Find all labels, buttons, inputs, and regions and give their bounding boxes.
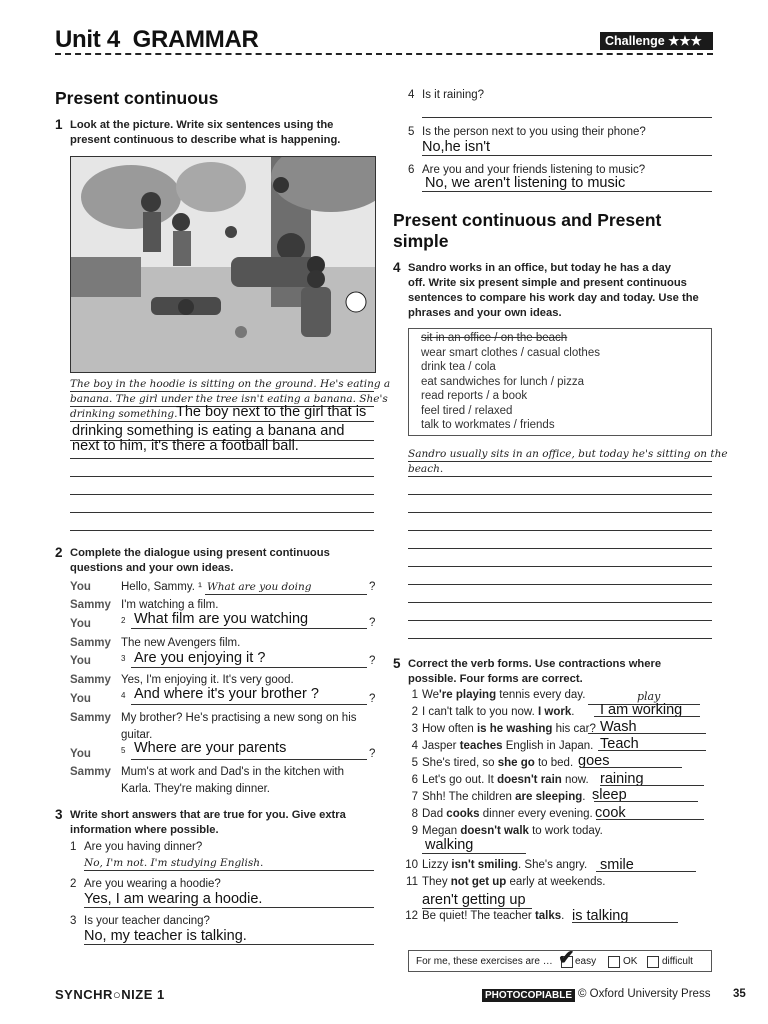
phrase-item: wear smart clothes / casual clothes <box>421 347 600 359</box>
question-text: Is your teacher dancing? <box>84 915 210 927</box>
sentence-text <box>422 910 564 922</box>
question-text: Is the person next to you using their phone? <box>422 126 646 138</box>
sentence-text <box>422 723 596 735</box>
answer-line <box>596 819 704 820</box>
instruction-line: information where possible. <box>70 824 219 836</box>
unit-label: Unit 4 <box>55 26 120 53</box>
feedback-option-difficult: difficult <box>662 956 693 967</box>
photocopiable-badge: PHOTOCOPIABLE <box>482 989 575 1002</box>
answer-line <box>600 785 704 786</box>
exercise-5-number: 5 <box>393 656 401 671</box>
sentence-post: . <box>561 910 565 922</box>
dialogue-text: Karla. They're making dinner. <box>121 783 271 795</box>
verb-form: isn't smiling <box>451 859 519 871</box>
sentence-pre: Dad <box>422 808 447 820</box>
sentence-pre: How often <box>422 723 477 735</box>
speaker-sammy: Sammy <box>70 599 111 611</box>
speaker-sammy: Sammy <box>70 674 111 686</box>
item-number: 8 <box>411 808 418 820</box>
short-answer-2[interactable]: Yes, I am wearing a hoodie. <box>84 891 263 907</box>
sentence-pre: Let's go out. It <box>422 774 498 786</box>
exercise-1-answer-l1[interactable]: The boy next to the girl that is <box>176 404 367 420</box>
correction-answer[interactable]: walking <box>425 837 474 853</box>
park-scene-image <box>71 157 375 372</box>
question-mark: ? <box>369 748 376 760</box>
sentence-text <box>422 859 587 871</box>
instruction-line: Write short answers that are true for you. Give extra <box>70 809 346 821</box>
instruction-line: Correct the verb forms. Use contractions where <box>408 658 662 670</box>
sentence-text <box>422 825 603 837</box>
feedback-option-ok: OK <box>623 956 638 967</box>
item-number: 5 <box>408 126 415 138</box>
instruction-line: Sandro works in an office, but today he has a day <box>408 262 671 274</box>
feedback-prompt: For me, these exercises are … <box>416 956 553 967</box>
answer-line <box>205 594 367 595</box>
question-mark: ? <box>369 581 376 593</box>
exercise-3-number: 3 <box>55 807 63 822</box>
answer-line <box>408 602 712 603</box>
sentence-pre: Be quiet! The teacher <box>422 910 535 922</box>
answer-line <box>594 716 700 717</box>
sentence-post: . She's angry. <box>518 859 588 871</box>
correction-answer[interactable]: I am working <box>600 702 683 718</box>
verb-form: teaches <box>459 740 503 752</box>
dialogue-example: What are you doing <box>207 581 312 593</box>
sentence-pre: Lizzy <box>422 859 452 871</box>
sentence-post: dinner every evening. <box>479 808 593 820</box>
instruction-line: sentences to compare his work day and today. Use the <box>408 292 699 304</box>
question-mark: ? <box>369 617 376 629</box>
answer-line <box>408 476 712 477</box>
correction-answer[interactable]: Wash <box>600 719 637 735</box>
answer-line <box>408 638 712 639</box>
item-number: 3 <box>70 915 77 927</box>
answer-line <box>84 944 374 945</box>
phrase-item: talk to workmates / friends <box>421 419 555 431</box>
answer-line <box>70 421 374 422</box>
answer-line <box>84 907 374 908</box>
speaker-you: You <box>70 748 91 760</box>
exercise-4-example-l2: beach. <box>408 463 444 475</box>
speaker-sammy: Sammy <box>70 637 111 649</box>
item-number: 6 <box>408 164 415 176</box>
dialogue-text: The new Avengers film. <box>121 637 241 649</box>
dialogue-answer-2[interactable]: What film are you watching <box>134 611 309 627</box>
short-answer-5[interactable]: No,he isn't <box>422 139 491 155</box>
verb-form: 're playing <box>439 689 497 701</box>
short-answer-6[interactable]: No, we aren't listening to music <box>425 175 626 191</box>
section-title-pc-ps-l1: Present continuous and Present <box>393 210 662 230</box>
dialogue-text: Mum's at work and Dad's in the kitchen with <box>121 766 344 778</box>
verb-form: she go <box>497 757 535 769</box>
sentence-pre: They <box>422 876 451 888</box>
question-mark: ? <box>369 655 376 667</box>
dialogue-text: Yes, I'm enjoying it. It's very good. <box>121 674 294 686</box>
feedback-checkbox-ok[interactable] <box>608 956 620 968</box>
answer-line <box>580 767 682 768</box>
exercise-2-instruction <box>70 546 330 576</box>
sentence-pre: I can't talk to you now. <box>422 706 538 718</box>
correction-answer[interactable]: aren't getting up <box>422 892 526 908</box>
sentence-post: . <box>582 791 586 803</box>
correction-answer[interactable]: is talking <box>572 908 629 924</box>
answer-line <box>422 155 712 156</box>
answer-line <box>131 759 367 760</box>
answer-line <box>422 853 526 854</box>
exercise-1-instruction <box>70 118 340 148</box>
speaker-you: You <box>70 581 91 593</box>
exercise-1-example-l1: The boy in the hoodie is sitting on the ground. He's eating a <box>70 378 391 390</box>
section-label: GRAMMAR <box>132 26 259 53</box>
sentence-text <box>422 689 585 701</box>
phrase-item: eat sandwiches for lunch / pizza <box>421 376 585 388</box>
exercise-1-answer-l3[interactable]: next to him, it's there a football ball. <box>72 438 299 454</box>
brand-logo: SYNCHR○NIZE 1 <box>55 987 165 1002</box>
answer-line <box>70 458 374 459</box>
speaker-you: You <box>70 693 91 705</box>
phrase-item: drink tea / cola <box>421 361 496 373</box>
correction-answer: play <box>637 690 661 703</box>
item-number: 2 <box>70 878 77 890</box>
section-title-present-continuous: Present continuous <box>55 88 219 108</box>
verb-form: not get up <box>450 876 507 888</box>
checkmark-icon: ✔ <box>558 947 575 969</box>
correction-answer[interactable]: cook <box>595 805 626 821</box>
answer-line <box>594 801 698 802</box>
correction-answer[interactable]: smile <box>600 857 634 873</box>
correction-answer[interactable]: goes <box>578 753 610 769</box>
question-text: Are you and your friends listening to music? <box>422 164 646 176</box>
instruction-line: Complete the dialogue using present continuous <box>70 547 330 559</box>
exercise-1-answer-l2[interactable]: drinking something is eating a banana and <box>72 423 345 439</box>
item-number: 4 <box>411 740 418 752</box>
answer-line <box>70 476 374 477</box>
sentence-post: to work today. <box>528 825 603 837</box>
park-illustration <box>70 156 376 373</box>
feedback-option-easy: easy <box>575 956 597 967</box>
verb-form: I work <box>537 706 572 718</box>
answer-line <box>408 512 712 513</box>
phrase-item: feel tired / relaxed <box>421 405 513 417</box>
sentence-pre: We <box>422 689 440 701</box>
answer-line <box>70 512 374 513</box>
dialogue-text: Hello, Sammy. ¹ <box>121 581 202 593</box>
exercise-1-example-l2: banana. The girl under the tree isn't eating a banana. She's <box>70 393 388 405</box>
answer-line <box>422 117 712 118</box>
answer-line <box>408 530 712 531</box>
item-number: 12 <box>405 910 418 922</box>
speaker-sammy: Sammy <box>70 766 111 778</box>
answer-line <box>131 704 367 705</box>
exercise-4-instruction <box>408 261 699 321</box>
answer-line <box>598 750 706 751</box>
answer-line <box>84 870 374 871</box>
sentence-post: his car? <box>552 723 596 735</box>
sentence-post: English in Japan. <box>502 740 594 752</box>
item-number: 5 <box>121 746 126 755</box>
verb-form: is he washing <box>476 723 553 735</box>
sentence-post: now. <box>561 774 589 786</box>
instruction-line: present continuous to describe what is happening. <box>70 134 341 146</box>
exercise-5-instruction <box>408 657 661 687</box>
item-number: 5 <box>411 757 418 769</box>
sentence-text <box>422 706 574 718</box>
item-number: 2 <box>121 616 126 625</box>
instruction-line: off. Write six present simple and present continuous <box>408 277 687 289</box>
answer-line <box>596 871 696 872</box>
verb-form: talks <box>534 910 562 922</box>
unit-title <box>55 26 259 54</box>
item-number: 1 <box>70 841 77 853</box>
answer-line <box>408 584 712 585</box>
answer-line <box>70 530 374 531</box>
answer-line <box>70 494 374 495</box>
item-number: 11 <box>406 876 418 888</box>
example-answer: No, I'm not. I'm studying English. <box>84 857 264 869</box>
dialogue-text: My brother? He's practising a new song on his <box>121 712 357 724</box>
dialogue-answer-3[interactable]: Are you enjoying it ? <box>134 650 266 666</box>
exercise-4-example-l1: Sandro usually sits in an office, but today he's sitting on the <box>408 448 728 460</box>
header-divider <box>55 53 713 55</box>
answer-line <box>588 733 706 734</box>
sentence-post: tennis every day. <box>496 689 586 701</box>
publisher-credit: © Oxford University Press <box>578 988 711 1000</box>
challenge-badge: Challenge ★★★ <box>600 32 713 50</box>
exercise-2-number: 2 <box>55 545 63 560</box>
question-text: Is it raining? <box>422 89 485 101</box>
item-number: 4 <box>121 691 126 700</box>
correction-answer[interactable]: raining <box>600 771 644 787</box>
answer-line <box>572 922 678 923</box>
page-number: 35 <box>733 988 746 1000</box>
answer-line <box>408 620 712 621</box>
speaker-sammy: Sammy <box>70 712 111 724</box>
correction-answer[interactable]: sleep <box>592 787 627 803</box>
sentence-pre: Shh! The children <box>422 791 516 803</box>
item-number: 6 <box>411 774 418 786</box>
speaker-you: You <box>70 618 91 630</box>
sentence-text <box>422 757 573 769</box>
instruction-line: questions and your own ideas. <box>70 562 234 574</box>
item-number: 9 <box>411 825 418 837</box>
phrase-item: read reports / a book <box>421 390 528 402</box>
instruction-line: possible. Four forms are correct. <box>408 673 583 685</box>
answer-line <box>422 908 532 909</box>
item-number: 3 <box>411 723 418 735</box>
sentence-post: early at weekends. <box>506 876 606 888</box>
item-number: 10 <box>405 859 418 871</box>
dialogue-text: I'm watching a film. <box>121 599 219 611</box>
answer-line <box>408 548 712 549</box>
dialogue-text: guitar. <box>121 729 153 741</box>
speaker-you: You <box>70 655 91 667</box>
correction-answer[interactable]: Teach <box>600 736 639 752</box>
sentence-pre: Megan <box>422 825 461 837</box>
verb-form: doesn't rain <box>497 774 562 786</box>
sentence-text <box>422 774 589 786</box>
sentence-text <box>422 791 585 803</box>
sentence-text <box>422 876 605 888</box>
answer-line <box>408 461 712 462</box>
item-number: 2 <box>411 706 418 718</box>
instruction-line: phrases and your own ideas. <box>408 307 562 319</box>
exercise-1-example-l3: drinking something. <box>70 408 178 420</box>
phrase-item: sit in an office / on the beach <box>421 332 568 344</box>
answer-line <box>70 391 374 392</box>
instruction-line: Look at the picture. Write six sentences using the <box>70 119 334 131</box>
question-mark: ? <box>369 693 376 705</box>
item-number: 1 <box>411 689 418 701</box>
question-text: Are you wearing a hoodie? <box>84 878 221 890</box>
answer-line <box>422 191 712 192</box>
answer-line <box>131 667 367 668</box>
sentence-post: to bed. <box>534 757 574 769</box>
sentence-pre: She's tired, so <box>422 757 498 769</box>
sentence-post: . <box>571 706 575 718</box>
item-number: 3 <box>121 654 126 663</box>
dialogue-answer-4[interactable]: And where it's your brother ? <box>134 686 319 702</box>
verb-form: cooks <box>446 808 480 820</box>
exercise-1-number: 1 <box>55 117 63 132</box>
feedback-checkbox-difficult[interactable] <box>647 956 659 968</box>
sentence-pre: Jasper <box>422 740 460 752</box>
short-answer-3[interactable]: No, my teacher is talking. <box>84 928 247 944</box>
section-title-pc-ps-l2: simple <box>393 231 449 251</box>
exercise-4-number: 4 <box>393 260 401 275</box>
answer-line <box>131 628 367 629</box>
verb-form: are sleeping <box>515 791 583 803</box>
item-number: 4 <box>408 89 415 101</box>
phrase-box <box>408 328 712 436</box>
dialogue-answer-5[interactable]: Where are your parents <box>134 740 287 756</box>
answer-line <box>408 494 712 495</box>
feedback-box <box>408 947 712 972</box>
exercise-3-instruction <box>70 808 346 838</box>
sentence-text <box>422 808 593 820</box>
answer-line <box>408 566 712 567</box>
sentence-text <box>422 740 593 752</box>
item-number: 7 <box>411 791 418 803</box>
verb-form: doesn't walk <box>460 825 529 837</box>
question-text: Are you having dinner? <box>84 841 203 853</box>
